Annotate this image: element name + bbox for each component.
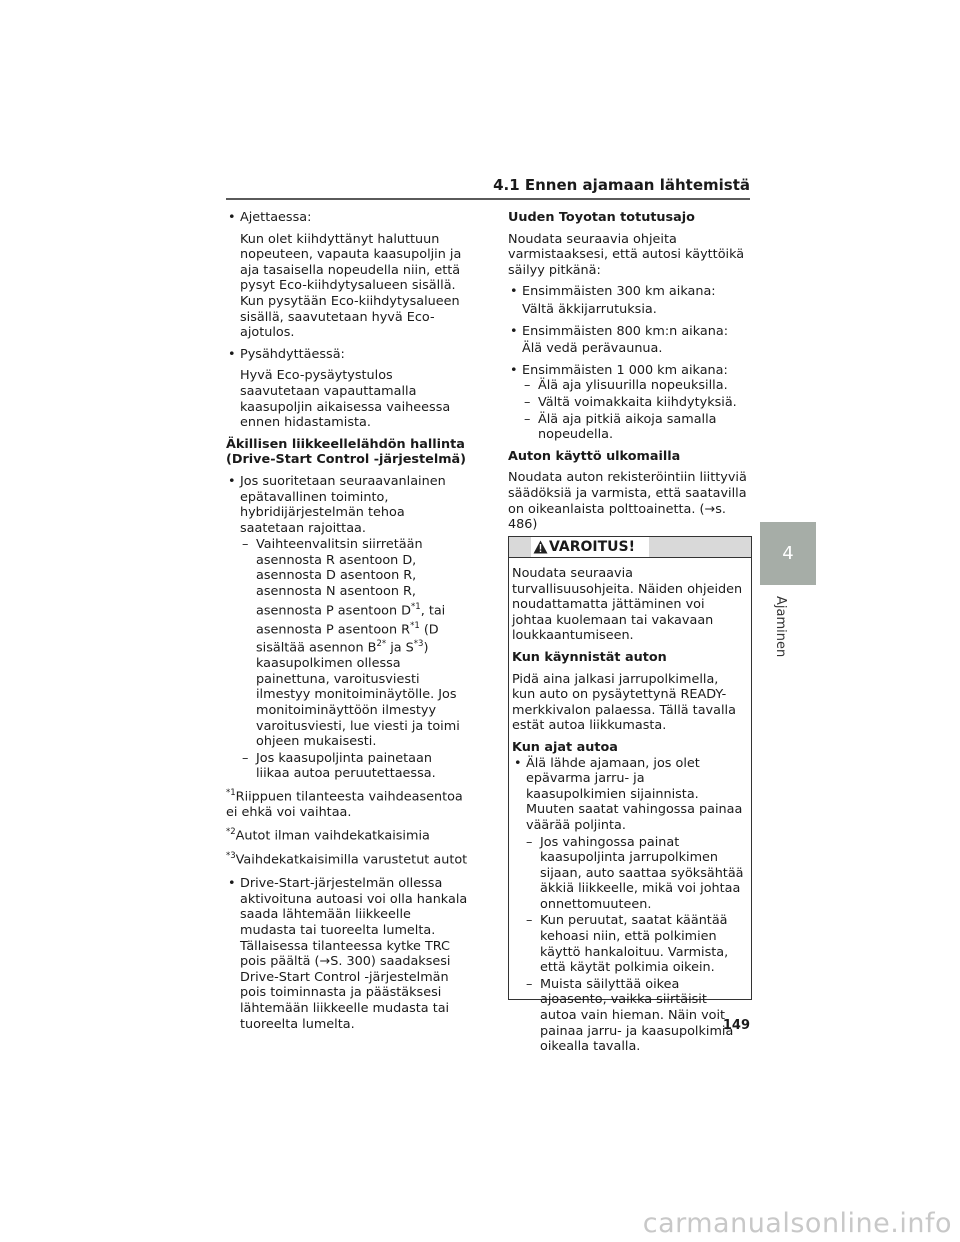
warning-heading: Kun käynnistät auton [512, 649, 667, 665]
bullet-300km: • Ensimmäisten 300 km aikana: [508, 284, 750, 300]
warning-dash-item: – Kun peruutat, saatat kääntää kehoasi niin, että polkimien käyttö hankaloituu. Varmista, että käytät polkimia oikein. [526, 913, 729, 976]
dash-mark: – [526, 834, 533, 850]
chapter-number: 4 [782, 543, 794, 564]
watermark: carmanualsonline.info [642, 1208, 952, 1239]
bullet-text: Drive-Start-järjestelmän ollessa aktivoituna autoasi voi olla hankala saada lähtemään liikkeelle mudasta tai tuoreelta lumelta. Tällaisessa tilanteessa kytke TRC pois päältä (→S. 300) saadaksesi Drive-Start Control -järjestelmän pois toiminnasta ja päästäksesi lähtemään liikkeelle mudasta tai tuoreelta lumelta. [240, 876, 468, 1032]
footnote-2: $^{*2}$Autot ilman vaihdekatkaisimia [226, 827, 430, 844]
warning-title: VAROITUS! [549, 539, 635, 555]
dash-item: – Vältä voimakkaita kiihdytyksiä. [524, 394, 737, 410]
section-heading: Auton käyttö ulkomailla [508, 448, 681, 464]
dash-item: – Älä aja ylisuurilla nopeuksilla. [524, 378, 728, 394]
dash-mark: – [242, 750, 249, 766]
warning-header [509, 537, 751, 558]
dash-mark: – [242, 537, 249, 553]
dash-mark: – [524, 394, 531, 410]
bullet-label: Pysähdyttäessä: [240, 346, 345, 362]
footnote-3: $^{*3}$Vaihdekatkaisimilla varustetut autot [226, 851, 468, 868]
warning-dash-item: – Muista säilyttää oikea ajoasento, vaikka siirtäisit autoa vain hieman. Näin voit painaa jarru- ja kaasupolkimia oikealla tavalla. [526, 976, 734, 1055]
page-number: 149 [722, 1018, 750, 1033]
chapter-label: Ajaminen [773, 596, 788, 658]
left-column [226, 210, 468, 1038]
dash-item: – Älä aja pitkiä aikoja samalla nopeudella. [524, 411, 717, 443]
dash-item-reverse: – Jos kaasupoljinta painetaan liikaa autoa peruutettaessa. [242, 750, 436, 782]
right-column [508, 210, 750, 539]
dash-mark: – [526, 913, 533, 929]
warning-body [509, 558, 751, 1055]
bullet-800km: • Ensimmäisten 800 km:n aikana: [508, 324, 750, 340]
warning-triangle-icon [533, 540, 548, 554]
warning-bullet: • Älä lähde ajamaan, jos olet epävarma jarru- ja kaasupolkimien sijainnista. Muuten saatat vahingossa painaa väärää poljinta. [512, 756, 744, 834]
dash-mark: – [524, 378, 531, 394]
bullet-text: Vältä äkkijarrutuksia. [522, 301, 657, 317]
header-rule [226, 198, 750, 200]
bullet-label: Ajettaessa: [240, 210, 312, 225]
dash-mark: – [524, 411, 531, 427]
bullet-driving [226, 210, 468, 226]
warning-heading: Kun ajat autoa [512, 739, 618, 755]
bullet-text: Jos suoritetaan seuraavanlainen epätavallinen toiminto, hybridijärjestelmän tehoa saatetaan rajoittaa. [240, 473, 446, 536]
section-heading: Uuden Toyotan totutusajo [508, 210, 695, 225]
bullet-text: Älä vedä perävaunua. [522, 341, 663, 357]
section-heading: Äkillisen liikkeellelähdön hallinta (Drive-Start Control -järjestelmä) [226, 436, 467, 468]
dash-item-shift: – Vaihteenvalitsin siirretään asennosta R asentoon D, asennosta D asentoon R, asennosta N asentoon R, asennosta P asentoon $D^{*1}$, tai asennosta P asentoon $R^{*1}$ (D sisältää asennon $B^{2*}$ ja $S^{*3}$) kaasupolkimen ollessa painettuna, varoitusviesti ilmestyy monitoiminäytölle. Jos monitoiminäyttöön ilmestyy varoitusviesti, lue viesti ja toimi ohjeen mukaisesti. [242, 537, 460, 750]
bullet-stopping [226, 347, 468, 363]
warning-dash-item: – Jos vahingossa painat kaasupoljinta jarrupolkimen sijaan, auto saattaa syöksähtää äkkiä liikkeelle, mikä voi johtaa onnettomuuteen. [526, 834, 744, 912]
bullet-trc [226, 876, 468, 1032]
footnote-1: $^{*1}$Riippuen tilanteesta vaihdeasentoa ei ehkä voi vaihtaa. [226, 787, 463, 820]
bullet-text: Kun olet kiihdyttänyt haluttuun nopeuteen, vapauta kaasupoljin ja aja tasaisella nopeudella niin, että pysyt Eco-kiihdytysalueen sisällä. Kun pysytään Eco-kiihdytysalueen sisällä, saavutetaan hyvä Eco-ajotulos. [240, 231, 462, 341]
section-title: 4.1 Ennen ajamaan lähtemistä [493, 176, 750, 194]
paragraph: Noudata auton rekisteröintiin liittyviä säädöksiä ja varmista, että saatavilla on oikeanlaista polttoainetta. (→s. 486) [508, 470, 747, 533]
warning-paragraph: Pidä aina jalkasi jarrupolkimella, kun auto on pysäytettynä READY-merkkivalon palaessa. Tällä tavalla estät autoa liikkumasta. [512, 671, 736, 734]
bullet-drive-start [226, 474, 468, 536]
dash-mark: – [526, 976, 533, 992]
bullet-text: Hyvä Eco-pysäytystulos saavutetaan vapauttamalla kaasupoljin aikaisessa vaiheessa ennen hidastamista. [240, 368, 451, 431]
warning-intro: Noudata seuraavia turvallisuusohjeita. Näiden ohjeiden noudattamatta jättäminen voi johtaa kuolemaan tai vakavaan loukkaantumiseen. [512, 566, 743, 644]
warning-title-box [531, 537, 649, 557]
paragraph: Noudata seuraavia ohjeita varmistaaksesi, että autosi käyttöikä säilyy pitkänä: [508, 231, 745, 278]
bullet-1000km: • Ensimmäisten 1 000 km aikana: [508, 363, 750, 379]
